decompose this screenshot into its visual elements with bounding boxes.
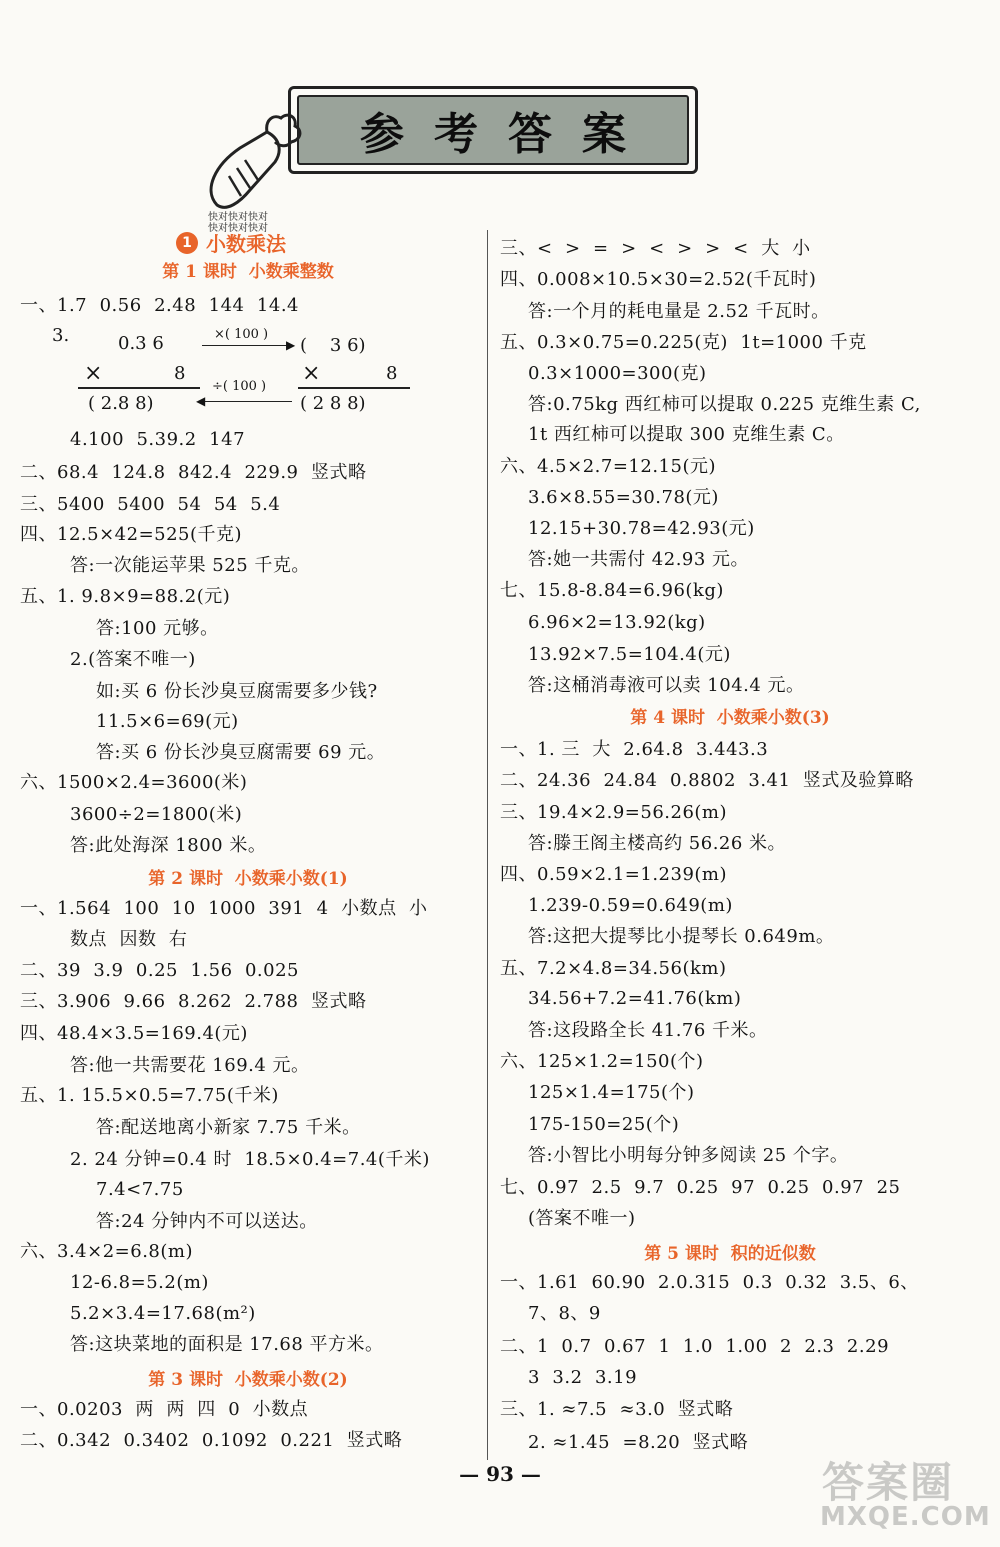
answer-line: 七、0.97 2.5 9.7 0.25 97 0.25 0.97 25 [500,1177,901,1198]
vm-result-left: ( 2.8 8) [88,393,154,414]
chapter-heading [176,228,286,257]
answer-line: 三、5400 5400 54 54 5.4 [20,494,281,515]
vm-rule-right [298,387,410,389]
answer-line: 7、8、9 [528,1303,601,1324]
answer-line: 答:这把大提琴比小提琴长 0.649m。 [528,926,835,947]
lesson-heading: 第 4 课时 小数乘小数(3) [630,708,830,728]
tagline-line-2: 快对快对快对 [208,223,268,234]
answer-line: 四、0.008×10.5×30=2.52(千瓦时) [500,269,817,290]
answer-line: 答:24 分钟内不可以送达。 [96,1211,318,1232]
vm-label: 3. [52,325,70,346]
vm-times-right: × [302,361,321,386]
answer-line: 答:100 元够。 [96,618,219,639]
answer-line: 12-6.8=5.2(m) [70,1272,209,1293]
answer-line: 六、3.4×2=6.8(m) [20,1241,193,1262]
answer-line: 3 3.2 3.19 [528,1367,638,1388]
answer-line: 13.92×7.5=104.4(元) [528,644,731,665]
answer-line: 一、1.564 100 10 1000 391 4 小数点 小 [20,898,428,919]
vm-top-right: ( 3 6) [300,335,366,356]
answer-line: 三、19.4×2.9=56.26(m) [500,802,728,823]
answer-line: 四、48.4×3.5=169.4(元) [20,1023,248,1044]
answer-line: 125×1.4=175(个) [528,1082,695,1103]
answer-line: 三、< > = > < > > < 大 小 [500,238,811,259]
answer-line: 一、1. 三 大 2.64.8 3.443.3 [500,739,769,760]
vm-arrow-right [202,345,290,346]
watermark-url: MXQE.COM [820,1502,991,1532]
answer-line: 一、0.0203 两 两 四 0 小数点 [20,1399,309,1420]
answer-line: 二、68.4 124.8 842.4 229.9 竖式略 [20,462,367,483]
lesson-heading: 第 3 课时 小数乘小数(2) [148,1370,348,1390]
answer-line: 三、1. ≈7.5 ≈3.0 竖式略 [500,1399,734,1420]
lesson-heading: 第 2 课时 小数乘小数(1) [148,869,348,889]
answer-line: 答:这段路全长 41.76 千米。 [528,1020,768,1041]
answer-line: 34.56+7.2=41.76(km) [528,988,742,1009]
answer-line: 答:一个月的耗电量是 2.52 千瓦时。 [528,301,830,322]
answer-line: 2.(答案不唯一) [70,649,196,670]
answer-line: 7.4<7.75 [96,1179,184,1200]
answer-line: 二、39 3.9 0.25 1.56 0.025 [20,960,299,981]
answer-line: 四、12.5×42=525(千克) [20,524,243,545]
answer-line: 数点 因数 右 [70,929,188,950]
answer-line: 一、1.61 60.90 2.0.315 0.3 0.32 3.5、6、 [500,1272,919,1293]
answer-line: 答:小智比小明每分钟多阅读 25 个字。 [528,1145,849,1166]
answer-line: 1.239-0.59=0.649(m) [528,895,733,916]
answer-line: 二、24.36 24.84 0.8802 3.41 竖式及验算略 [500,770,914,791]
vertical-multiplication [50,325,440,425]
answer-line: 答:她一共需付 42.93 元。 [528,549,750,570]
arrow-right-icon: ▶ [286,338,296,352]
answer-line: 4.100 5.39.2 147 [70,429,246,450]
vm-mult-right: 8 [386,363,398,384]
answer-line: 3.6×8.55=30.78(元) [528,487,719,508]
carrot-icon [195,110,305,220]
answer-line: 七、15.8-8.84=6.96(kg) [500,580,724,601]
title-banner-inner [297,95,689,165]
answer-line: 答:0.75kg 西红柿可以提取 0.225 克维生素 C, [528,394,921,415]
answer-line: 六、1500×2.4=3600(米) [20,772,248,793]
answer-line: (答案不唯一) [528,1208,636,1229]
answer-line: 答:这桶消毒液可以卖 104.4 元。 [528,675,805,696]
answer-line: 如:买 6 份长沙臭豆腐需要多少钱? [96,681,378,702]
answer-line: 四、0.59×2.1=1.239(m) [500,864,728,885]
answer-line: 6.96×2=13.92(kg) [528,612,706,633]
chapter-number: 1 [176,232,198,254]
lesson-heading: 第 1 课时 小数乘整数 [162,262,334,282]
answer-line: 答:他一共需要花 169.4 元。 [70,1055,310,1076]
answer-line: 答:这块菜地的面积是 17.68 平方米。 [70,1334,384,1355]
answer-line: 答:配送地离小新家 7.75 千米。 [96,1117,361,1138]
answer-line: 一、1.7 0.56 2.48 144 14.4 [20,295,299,316]
answer-line: 六、125×1.2=150(个) [500,1051,704,1072]
answer-line: 0.3×1000=300(克) [528,363,707,384]
answer-line: 12.15+30.78=42.93(元) [528,518,755,539]
answer-line: 五、0.3×0.75=0.225(克) 1t=1000 千克 [500,332,867,353]
answer-line: 3600÷2=1800(米) [70,804,243,825]
answer-line: 5.2×3.4=17.68(m²) [70,1303,256,1324]
answer-line: 答:一次能运苹果 525 千克。 [70,555,310,576]
answer-line: 答:此处海深 1800 米。 [70,835,267,856]
answer-line: 二、0.342 0.3402 0.1092 0.221 竖式略 [20,1430,403,1451]
tagline-line-1: 快对快对快对 [208,212,268,223]
answer-line: 五、7.2×4.8=34.56(km) [500,958,727,979]
answer-line: 二、1 0.7 0.67 1 1.0 1.00 2 2.3 2.29 [500,1336,890,1357]
answer-line: 答:买 6 份长沙臭豆腐需要 69 元。 [96,742,386,763]
answer-line: 五、1. 15.5×0.5=7.75(千米) [20,1085,279,1106]
answer-line: 2. 24 分钟=0.4 时 18.5×0.4=7.4(千米) [70,1149,430,1170]
vm-arrow-left [202,401,292,402]
vm-op-divide: ÷( 100 ) [212,379,267,394]
vm-op-multiply: ×( 100 ) [214,327,269,342]
chapter-title: 小数乘法 [206,232,286,256]
page-number: — 93 — [459,1462,541,1486]
vm-times-left: × [84,361,103,386]
answer-line: 三、3.906 9.66 8.262 2.788 竖式略 [20,991,367,1012]
vm-result-right: ( 2 8 8) [300,393,366,414]
answer-line: 1t 西红柿可以提取 300 克维生素 C。 [528,424,845,445]
answer-line: 175-150=25(个) [528,1114,680,1135]
title-banner [288,86,698,174]
answer-line: 11.5×6=69(元) [96,711,239,732]
column-divider [487,230,488,1460]
lesson-heading: 第 5 课时 积的近似数 [644,1244,816,1264]
arrow-left-icon: ◀ [196,394,206,408]
answer-line: 答:滕王阁主楼高约 56.26 米。 [528,833,787,854]
vm-rule-left [78,387,200,389]
watermark [812,1450,991,1535]
watermark-text: 答案圈 [822,1458,955,1507]
answer-line: 五、1. 9.8×9=88.2(元) [20,586,231,607]
answer-line: 六、4.5×2.7=12.15(元) [500,456,716,477]
page-title: 参考答案 [360,109,656,160]
vm-top-left: 0.3 6 [118,333,164,354]
vm-mult-left: 8 [174,363,186,384]
answer-line: 2. ≈1.45 =8.20 竖式略 [528,1432,749,1453]
